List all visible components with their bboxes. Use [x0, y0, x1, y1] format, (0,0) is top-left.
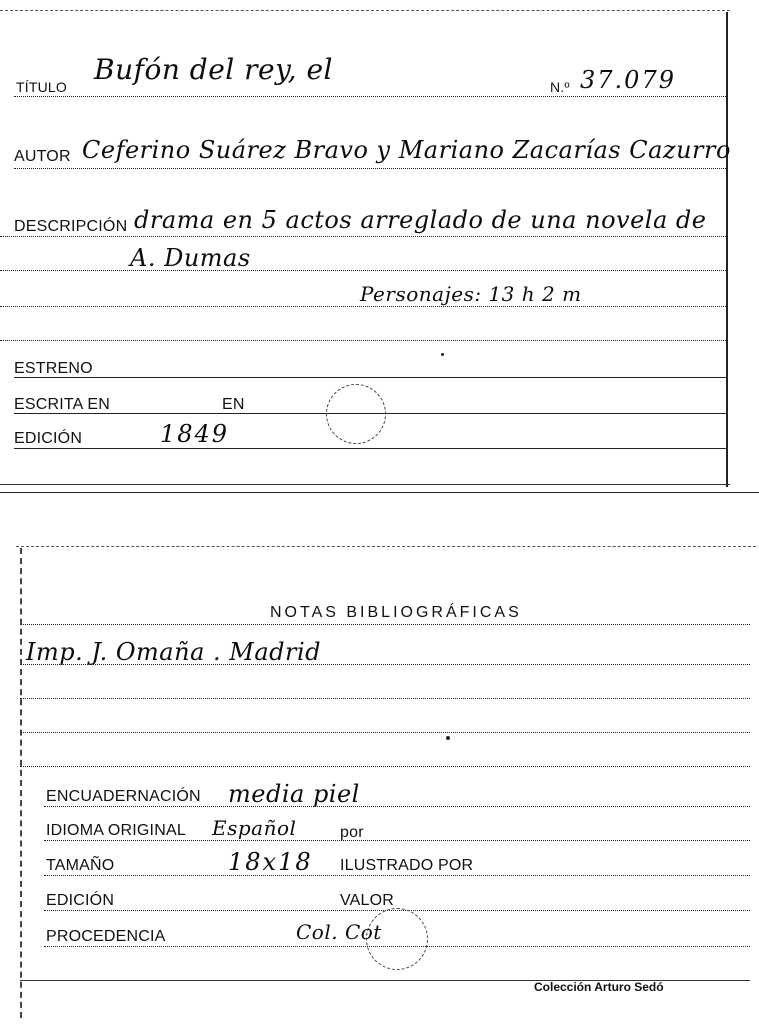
personajes-value: Personajes: 13 h 2 m — [360, 282, 582, 306]
front-card — [0, 0, 759, 495]
descripcion-rule-1 — [0, 236, 726, 237]
idioma-value: Español — [212, 816, 297, 840]
encuadernacion-rule — [44, 806, 750, 807]
notes-rule-1 — [20, 624, 750, 625]
ink-speck — [441, 353, 444, 356]
tamano-label: TAMAÑO — [46, 857, 115, 874]
titulo-label: TÍTULO — [16, 79, 67, 95]
descripcion-rule-2 — [0, 270, 726, 271]
idioma-label: IDIOMA ORIGINAL — [46, 822, 186, 839]
card-bottom-edge — [0, 484, 730, 485]
idioma-rule — [44, 840, 750, 841]
descripcion-line1: drama en 5 actos arreglado de una novela de — [134, 206, 707, 234]
procedencia-value: Col. Cot — [296, 920, 382, 944]
punch-hole-icon — [366, 908, 428, 970]
autor-label: AUTOR — [14, 148, 71, 165]
descripcion-line2: A. Dumas — [130, 244, 251, 272]
autor-rule — [14, 168, 726, 169]
titulo-value: Bufón del rey, el — [94, 53, 333, 86]
estreno-label: ESTRENO — [14, 360, 93, 377]
card-top-edge — [16, 546, 756, 547]
card-separator — [0, 492, 759, 493]
tamano-rule — [44, 875, 750, 876]
numero-label: N.º — [550, 79, 570, 95]
collection-footer: Colección Arturo Sedó — [534, 980, 664, 994]
por-label: por — [340, 824, 364, 841]
en-label: EN — [222, 396, 245, 413]
card-left-edge — [20, 548, 22, 1018]
escrita-en-label: ESCRITA EN — [14, 396, 110, 413]
edicion-label: EDICIÓN — [46, 892, 115, 909]
descripcion-rule-3 — [0, 306, 726, 307]
estreno-rule — [14, 377, 726, 378]
edicion-rule — [14, 448, 726, 449]
edicion-label: EDICIÓN — [14, 430, 83, 447]
notes-rule-3 — [20, 698, 750, 699]
back-card — [0, 540, 759, 1028]
edicion-value: 1849 — [160, 420, 230, 448]
encuadernacion-value: media piel — [228, 780, 360, 808]
notes-line1: Imp. J. Omaña . Madrid — [26, 638, 322, 666]
notes-rule-5 — [20, 766, 750, 767]
ink-speck — [446, 736, 450, 740]
card-top-edge — [0, 10, 730, 11]
numero-value: 37.079 — [580, 66, 676, 94]
valor-label: VALOR — [340, 892, 395, 909]
notes-rule-4 — [20, 732, 750, 733]
punch-hole-icon — [326, 384, 386, 444]
ilustrado-label: ILUSTRADO POR — [340, 857, 474, 874]
notas-heading: NOTAS BIBLIOGRÁFICAS — [270, 604, 522, 621]
descripcion-rule-4 — [0, 340, 726, 341]
card-right-edge — [726, 12, 728, 487]
autor-value: Ceferino Suárez Bravo y Mariano Zacarías Cazurro — [82, 136, 731, 164]
procedencia-label: PROCEDENCIA — [46, 928, 166, 945]
tamano-value: 18x18 — [228, 848, 313, 876]
encuadernacion-label: ENCUADERNACIÓN — [46, 788, 201, 805]
descripcion-label: DESCRIPCIÓN — [14, 218, 128, 235]
titulo-rule — [14, 96, 726, 97]
notes-rule-2 — [20, 664, 750, 665]
